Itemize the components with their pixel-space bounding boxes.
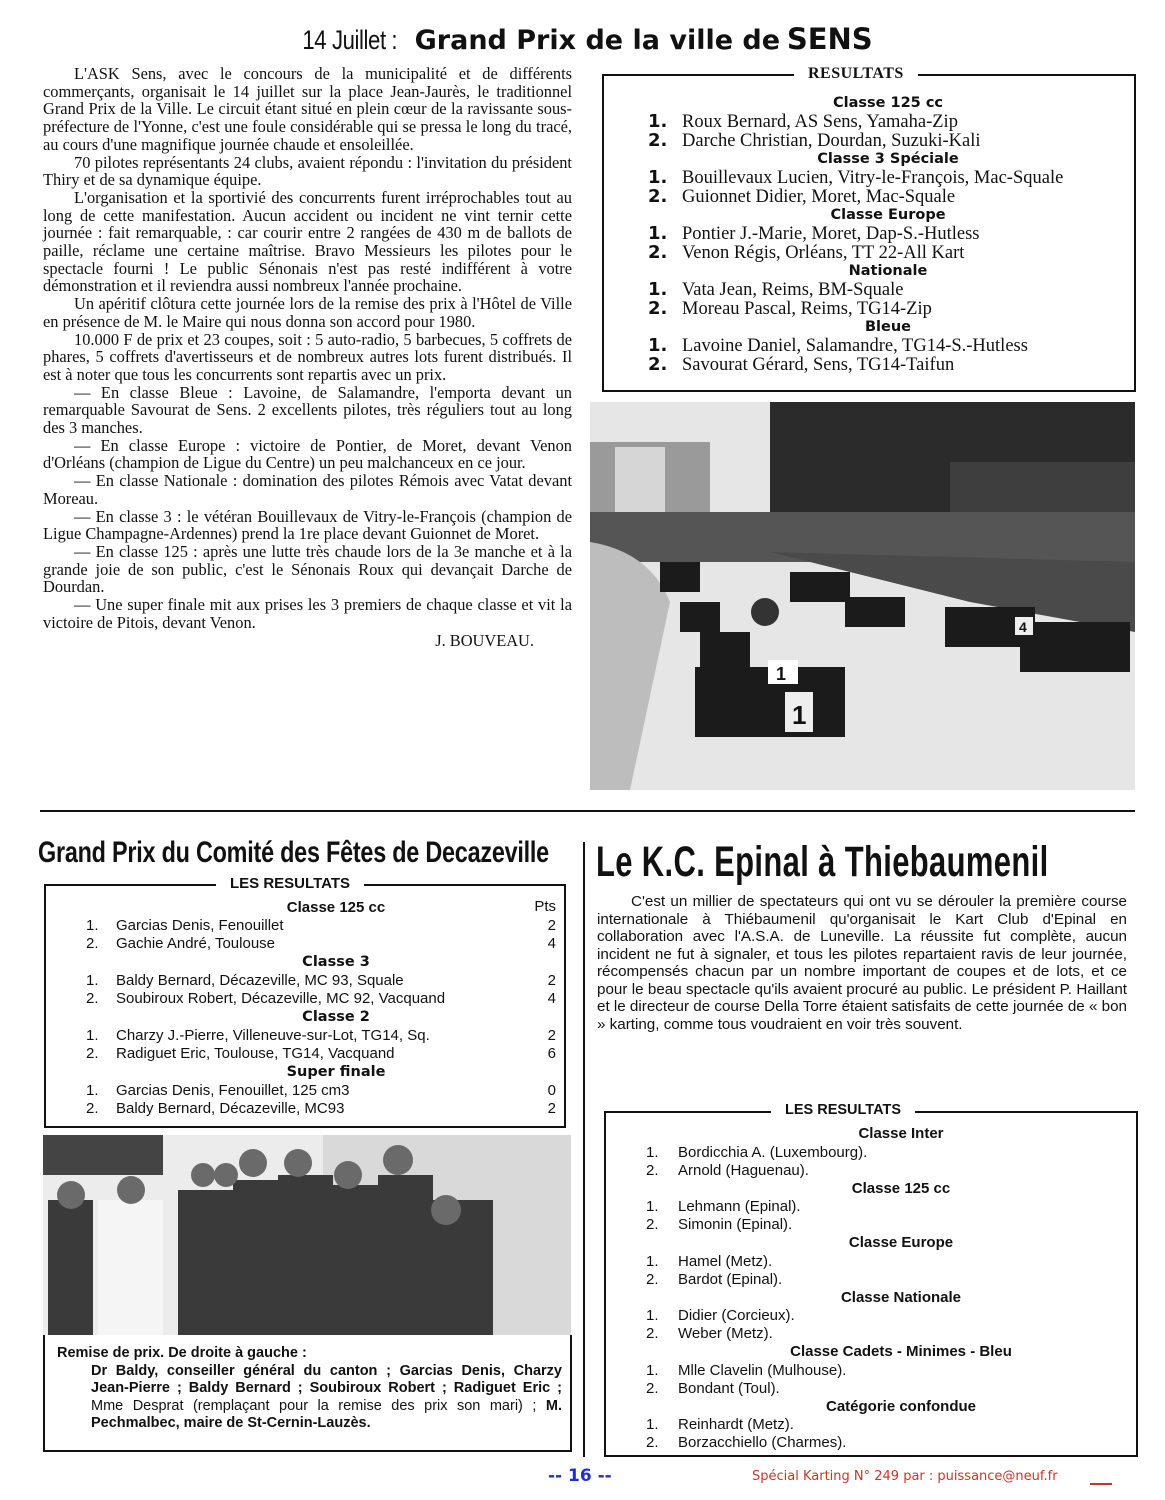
result-entry: Baldy Bernard, Décazeville, MC 93, Squale: [116, 972, 404, 989]
result-rank: 2.: [648, 353, 668, 375]
result-rank: 1.: [648, 335, 668, 356]
result-row: [648, 225, 1128, 244]
result-entry: Soubiroux Robert, Décazeville, MC 92, Vacquand: [116, 990, 446, 1007]
result-entry: Mlle Clavelin (Mulhouse).: [678, 1361, 847, 1379]
results-title: RESULTATS: [794, 65, 918, 83]
result-rank: 2.: [648, 185, 668, 207]
result-rank: 1.: [648, 279, 668, 300]
result-entry: Bordicchia A. (Luxembourg).: [678, 1143, 868, 1161]
result-rank: 1.: [86, 1082, 99, 1099]
svg-text:1: 1: [792, 700, 807, 730]
result-rank: 2.: [646, 1270, 659, 1288]
class-heading: Classe Europe: [848, 1234, 954, 1251]
class-heading: Classe Europe: [830, 207, 946, 223]
class-heading: Classe Cadets - Minimes - Bleu: [790, 1343, 1012, 1360]
result-entry: Savourat Gérard, Sens, TG14-Taifun: [682, 354, 955, 375]
caption-lead: Remise de prix. De droite à gauche :: [57, 1345, 307, 1361]
svg-text:1: 1: [776, 664, 787, 684]
result-points: 4: [547, 990, 556, 1007]
class-heading: Bleue: [864, 319, 911, 335]
title-city: SENS: [786, 22, 873, 56]
class-heading: Classe 3 Spéciale: [817, 151, 959, 167]
page-number: -- 16 --: [548, 1466, 612, 1486]
result-entry: Garcias Denis, Fenouillet: [116, 917, 284, 934]
results-list: [646, 1125, 1126, 1452]
result-entry: Darche Christian, Dourdan, Suzuki-Kali: [682, 130, 981, 151]
result-rank: 1.: [646, 1252, 659, 1270]
result-row: [648, 185, 1128, 207]
result-row: [646, 1434, 1126, 1452]
result-row: [648, 297, 1128, 319]
result-rank: 2.: [646, 1434, 659, 1451]
paragraph: 10.000 F de prix et 23 coupes, soit : 5 auto-radio, 5 barbecues, 5 coffrets de phares, 5 coffrets d'avertisseurs et de nombreux autres lots furent distribués. Il est à noter que tous les concurrents sont repartis avec un prix.: [43, 329, 572, 384]
result-rank: 1.: [646, 1307, 659, 1324]
photo-caption: [43, 1335, 572, 1452]
result-entry: Weber (Metz).: [678, 1325, 773, 1342]
result-row: [86, 917, 556, 935]
article-sens-title: [0, 22, 1165, 56]
paragraph: L'organisation et la sportivié des concurrents furent irréprochables tout au long de cette manifestation. Aucun accident ou incident ne vint ternir cette journée : fait remarquable, : car courir entre 2 rangées de 430 m de ballots de paille, réclame une certaine maîtrise. Bravo Messieurs les pilotes pour le spectacle fourni ! Le public Sénonais n'est pas resté indifférent à votre démonstration et il reviendra aussi nombreux l'année prochaine.: [43, 187, 572, 296]
result-entry: Didier (Corcieux).: [678, 1307, 795, 1324]
result-entry: Bardot (Epinal).: [678, 1270, 783, 1288]
result-row: [86, 990, 556, 1008]
result-entry: Vata Jean, Reims, BM-Squale: [682, 280, 904, 300]
paragraph: C'est un millier de spectateurs qui ont vu se dérouler la première course internationale à Thiébaumenil qu'organisait le Kart Club d'Epinal en collaboration avec l'A.S.A. de Luneville. La réussite fut complète, aucun incident ne fut à signaler, et tous les pilotes repartaient ravis de leur journée, récompensés chacun par un nombre important de coupes et de lots, et ce pour le beau spectacle qu'ils avaient procuré au public. Le président P. Haillant et le directeur de course Della Torre étaient satisfaits de cette journée de « bon » karting, comme tous voudraient en voir très souvent.: [597, 893, 1127, 1033]
article-epinal-body: [597, 893, 1127, 1033]
result-rank: 1.: [86, 972, 99, 989]
results-title: LES RESULTATS: [216, 875, 364, 892]
prize-ceremony-image: [43, 1135, 571, 1335]
result-rank: 1.: [646, 1361, 659, 1379]
result-row: [646, 1162, 1126, 1180]
result-rank: 2.: [648, 241, 668, 263]
article-decazeville-title: Grand Prix du Comité des Fêtes de Decazeville: [38, 836, 549, 869]
result-entry: Simonin (Epinal).: [678, 1216, 793, 1233]
results-title: LES RESULTATS: [771, 1102, 915, 1118]
result-entry: Lavoine Daniel, Salamandre, TG14-S.-Hutless: [682, 336, 1028, 356]
sens-results-box: [602, 65, 1136, 392]
race-photo: [590, 402, 1135, 790]
karts-racing-image: [590, 402, 1135, 790]
result-rank: 1.: [86, 1027, 99, 1044]
result-row: [646, 1380, 1126, 1398]
result-row: [646, 1216, 1126, 1234]
result-entry: Moreau Pascal, Reims, TG14-Zip: [682, 298, 932, 319]
result-entry: Venon Régis, Orléans, TT 22-All Kart: [682, 242, 965, 263]
result-row: [648, 241, 1128, 263]
author-signature: J. BOUVEAU.: [435, 630, 534, 650]
result-rank: 2.: [646, 1325, 659, 1342]
paragraph: L'ASK Sens, avec le concours de la municipalité et de différents commerçants, organisait le 14 juillet sur la place Jean-Jaurès, le traditionnel Grand Prix de la Ville. Le circuit étant situé en plein cœur de la ravissante sous-préfecture de l'Yonne, c'est une foule considérable qui se pressa le long du tracé, au cours d'une magnifique journée chaude et ensoleillée.: [43, 64, 572, 154]
result-row: [648, 337, 1128, 356]
result-rank: 1.: [648, 111, 668, 132]
paragraph: — En classe 3 : le vétéran Bouillevaux de Vitry-le-François (champion de Ligue Champagne-Ardennes) prend la 1re place devant Guionnet de Moret.: [43, 506, 572, 544]
result-points: 4: [547, 935, 556, 952]
class-heading: Nationale: [848, 263, 928, 279]
result-row: [648, 353, 1128, 375]
result-row: [646, 1416, 1126, 1434]
result-entry: Arnold (Haguenau).: [678, 1161, 809, 1179]
class-heading: Classe Inter: [858, 1125, 944, 1142]
result-row: [646, 1307, 1126, 1325]
result-entry: Pontier J.-Marie, Moret, Dap-S.-Hutless: [682, 224, 980, 244]
result-entry: Bouillevaux Lucien, Vitry-le-François, Mac-Squale: [682, 168, 1064, 188]
result-entry: Radiguet Eric, Toulouse, TG14, Vacquand: [116, 1045, 395, 1062]
result-entry: Baldy Bernard, Décazeville, MC93: [116, 1100, 345, 1117]
podium-photo: [43, 1135, 571, 1335]
result-entry: Gachie André, Toulouse: [116, 935, 276, 952]
class-heading: Classe 125 cc: [851, 1179, 951, 1197]
result-row: [86, 1100, 556, 1118]
result-rank: 2.: [646, 1161, 659, 1179]
column-divider: [583, 842, 585, 1457]
result-row: [648, 129, 1128, 151]
class-heading: Classe 3: [302, 954, 370, 970]
caption-names: Dr Baldy, conseiller général du canton ; Garcias Denis, Charzy Jean-Pierre ; Baldy Bernard ; Soubiroux Robert ; Radiguet Eric ;: [91, 1362, 562, 1397]
result-rank: 2.: [646, 1379, 659, 1397]
result-rank: 1.: [648, 167, 668, 188]
result-rank: 1.: [648, 223, 668, 244]
class-heading-row: [86, 898, 556, 917]
result-entry: Garcias Denis, Fenouillet, 125 cm3: [116, 1082, 350, 1099]
result-entry: Reinhardt (Metz).: [678, 1416, 794, 1433]
result-row: [648, 113, 1128, 132]
result-entry: Roux Bernard, AS Sens, Yamaha-Zip: [682, 112, 958, 132]
results-list: [648, 94, 1128, 374]
caption-mayor: M. Pechmalbec, maire de St-Cernin-Lauzès.: [91, 1397, 562, 1432]
result-rank: 2.: [86, 935, 99, 952]
caption-note: Mme Desprat (remplaçant pour la remise des prix son mari) ;: [91, 1397, 546, 1414]
paragraph: — En classe Europe : victoire de Pontier, de Moret, devant Venon d'Orléans (champion de Ligue du Centre) un peu malchanceux en ce jour.: [43, 435, 572, 473]
title-prefix: 14 Juillet :: [302, 25, 398, 55]
article-sens-body: [43, 65, 572, 649]
result-entry: Charzy J.-Pierre, Villeneuve-sur-Lot, TG14, Sq.: [116, 1027, 430, 1044]
class-heading: Classe Nationale: [840, 1288, 962, 1306]
result-row: [646, 1271, 1126, 1289]
title-main: Grand Prix de la ville de: [414, 25, 781, 56]
result-entry: Borzacchiello (Charmes).: [678, 1434, 847, 1451]
result-rank: 2.: [648, 297, 668, 319]
article-epinal-title: Le K.C. Epinal à Thiebaumenil: [596, 838, 1049, 886]
result-row: [86, 935, 556, 953]
class-heading: Super finale: [286, 1064, 386, 1080]
result-row: [648, 169, 1128, 188]
section-divider: [40, 810, 1135, 812]
result-points: 2: [547, 1100, 556, 1117]
class-heading: Classe 125 cc: [832, 95, 944, 111]
points-header: Pts: [534, 898, 556, 915]
result-rank: 2.: [86, 990, 99, 1007]
result-row: [646, 1362, 1126, 1380]
paragraph: — En classe Nationale : domination des pilotes Rémois avec Vatat devant Moreau.: [43, 471, 572, 508]
result-points: 2: [547, 1027, 556, 1044]
result-rank: 1.: [646, 1416, 659, 1433]
result-entry: Lehmann (Epinal).: [678, 1198, 801, 1215]
result-row: [646, 1325, 1126, 1343]
result-points: 2: [547, 917, 556, 934]
result-entry: Guionnet Didier, Moret, Mac-Squale: [682, 186, 956, 207]
result-entry: Bondant (Toul).: [678, 1379, 780, 1397]
result-points: 6: [547, 1045, 556, 1062]
results-list: [86, 898, 556, 1118]
decazeville-results-box: [44, 875, 566, 1128]
paragraph: — En classe 125 : après une lutte très chaude lors de la 3e manche et à la grande joie de son public, c'est le Sénonais Roux qui devançait Darche de Dourdan.: [43, 541, 572, 597]
result-rank: 1.: [86, 917, 99, 934]
paragraph: — En classe Bleue : Lavoine, de Salamandre, l'emporta devant un remarquable Savourat de Sens. 2 excellents pilotes, très réguliers tout au long des 3 manches.: [43, 382, 572, 438]
result-row: [86, 1082, 556, 1100]
paragraph: 70 pilotes représentants 24 clubs, avaient répondu : l'invitation du président Thiry et de sa dynamique équipe.: [43, 152, 572, 190]
result-rank: 2.: [86, 1045, 99, 1062]
result-points: 0: [547, 1082, 556, 1099]
result-row: [648, 281, 1128, 300]
footer-dash: [1090, 1483, 1112, 1485]
epinal-results-box: [604, 1102, 1138, 1457]
footer-credit: Spécial Karting N° 249 par : puissance@neuf.fr: [752, 1469, 1058, 1484]
class-heading: Classe 2: [302, 1009, 370, 1025]
class-heading: Catégorie confondue: [825, 1397, 976, 1415]
paragraph: Un apéritif clôtura cette journée lors de la remise des prix à l'Hôtel de Ville en présence de M. le Maire qui nous donna son accord pour 1980.: [43, 294, 572, 331]
result-row: [86, 1045, 556, 1063]
result-entry: Hamel (Metz).: [678, 1252, 773, 1270]
result-rank: 2.: [86, 1100, 99, 1117]
svg-text:4: 4: [1019, 619, 1027, 635]
paragraph: — Une super finale mit aux prises les 3 premiers de chaque classe et vit la victoire de Pitois, devant Venon.: [43, 595, 572, 632]
result-rank: 1.: [646, 1143, 659, 1161]
result-points: 2: [547, 972, 556, 989]
result-rank: 2.: [648, 129, 668, 151]
result-row: [646, 1198, 1126, 1216]
class-heading: Classe 125 cc: [286, 899, 386, 916]
result-row: [86, 972, 556, 990]
result-rank: 2.: [646, 1216, 659, 1233]
result-row: [646, 1253, 1126, 1271]
result-rank: 1.: [646, 1198, 659, 1215]
result-row: [646, 1144, 1126, 1162]
result-row: [86, 1027, 556, 1045]
